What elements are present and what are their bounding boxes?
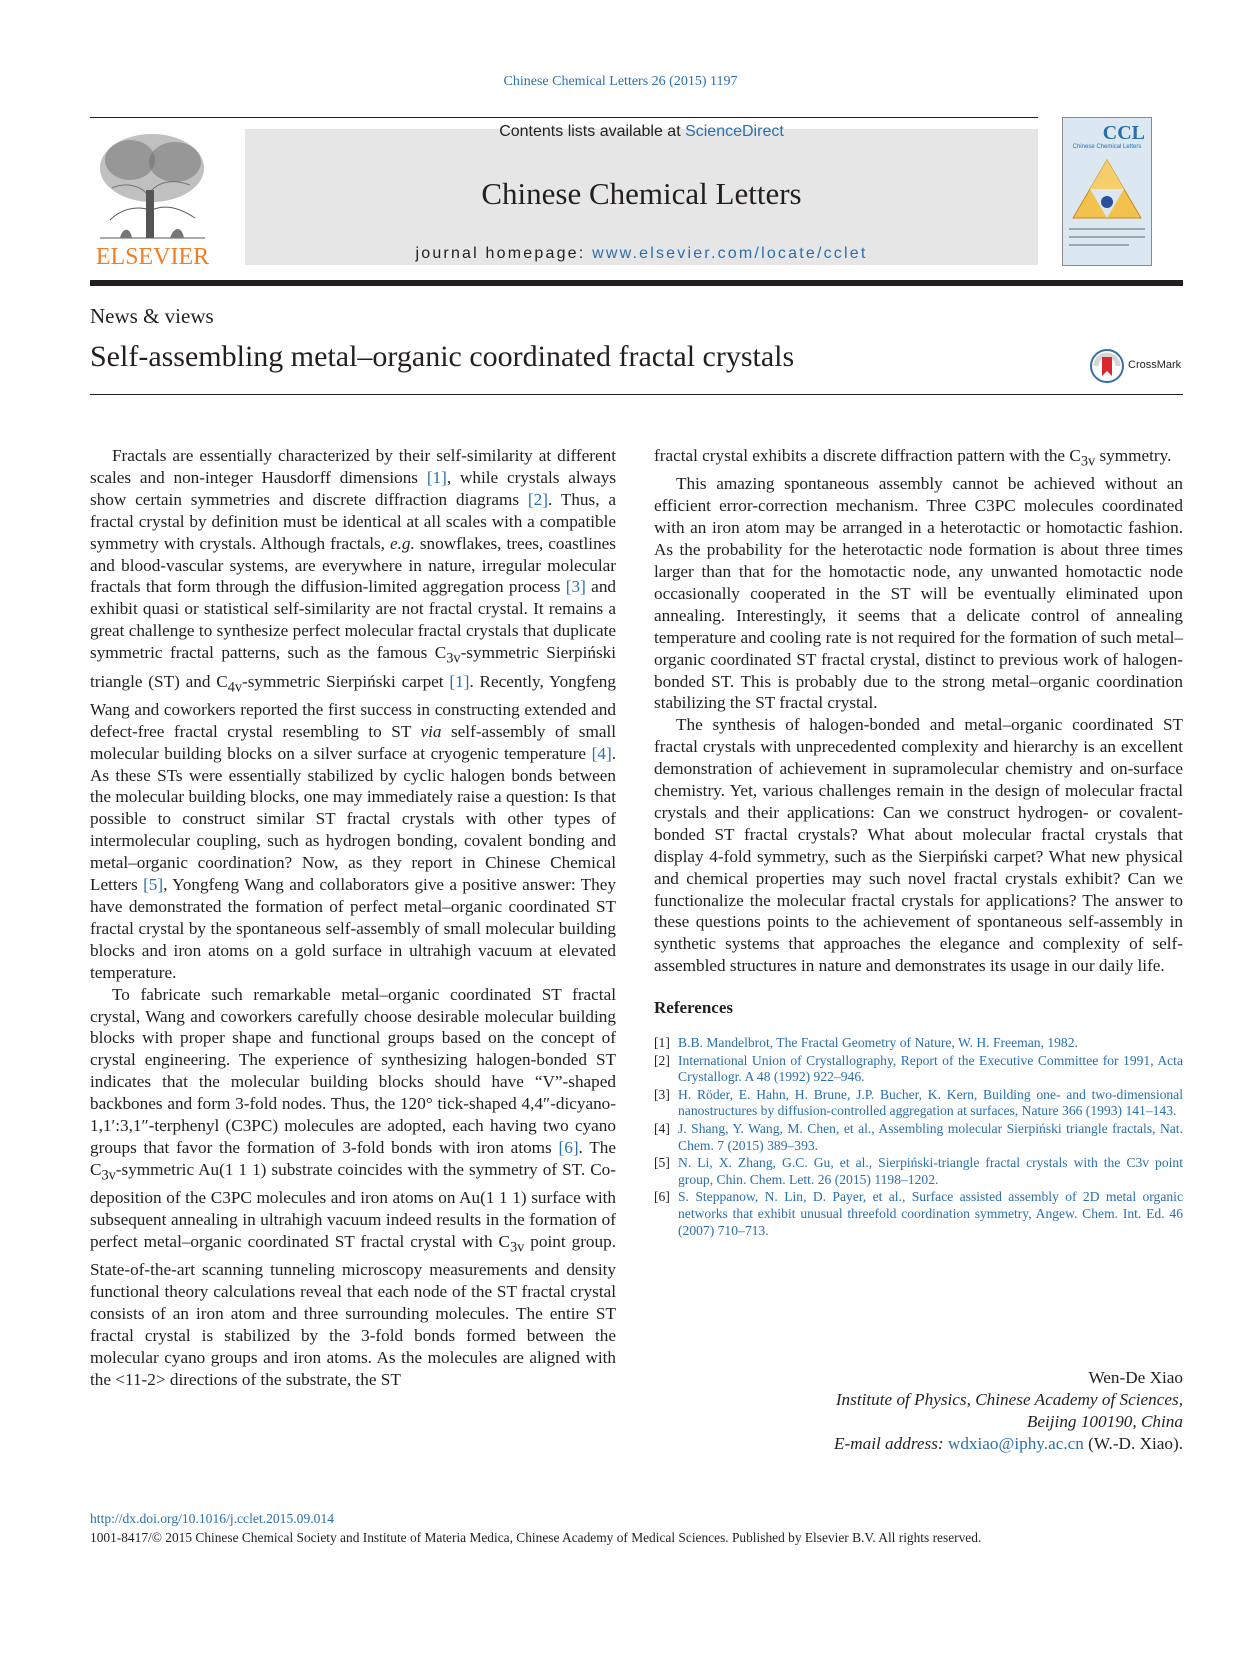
sciencedirect-link[interactable]: ScienceDirect bbox=[685, 123, 784, 140]
citation-link[interactable]: [3] bbox=[565, 577, 586, 597]
reference-item[interactable]: [2] International Union of Crystallography, Report of the Executive Committee for 1991, Acta Crystallogr. A 48 (1992) 922–946. bbox=[654, 1052, 1183, 1085]
article-title: Self-assembling metal–organic coordinated fractal crystals bbox=[90, 340, 795, 373]
copyright-notice: 1001-8417/© 2015 Chinese Chemical Society and Institute of Materia Medica, Chinese Academy of Medical Sciences. Published by Elsevier B.V. All rights reserved. bbox=[90, 1530, 982, 1545]
citation-link[interactable]: [1] bbox=[426, 467, 447, 487]
homepage-link[interactable]: www.elsevier.com/locate/cclet bbox=[592, 245, 868, 262]
title-rule bbox=[90, 394, 1183, 395]
reference-item[interactable]: [3] H. Röder, E. Hahn, H. Brune, J.P. Bucher, K. Kern, Building one- and two-dimensional nanostructures by diffusion-controlled aggregation at surfaces, Nature 366 (1993) 141–143. bbox=[654, 1086, 1183, 1119]
cover-text-line bbox=[1069, 228, 1145, 230]
cover-text-line bbox=[1069, 244, 1129, 246]
citation-link[interactable]: [6] bbox=[558, 1137, 579, 1157]
references-heading: References bbox=[654, 998, 733, 1018]
journal-banner bbox=[245, 123, 1038, 265]
author-affiliation: Institute of Physics, Chinese Academy of Sciences, bbox=[835, 1390, 1183, 1409]
body-left-column bbox=[90, 445, 616, 1391]
citation-link[interactable]: [2] bbox=[527, 489, 548, 509]
author-email-line: E-mail address: wdxiao@iphy.ac.cn (W.-D. Xiao). bbox=[833, 1434, 1183, 1453]
reference-item[interactable]: [4] J. Shang, Y. Wang, M. Chen, et al., Assembling molecular Sierpiński triangle fractals, Nat. Chem. 7 (2015) 389–393. bbox=[654, 1121, 1183, 1153]
paragraph: Fractals are essentially characterized by their self-similarity at different scales and non-integer Hausdorff dimensions [1], while crystals always show certain symmetries and discrete diffraction diagrams [2]. Thus, a fractal crystal by definition must be identical at all scales with a compatible symmetry with crystals. Although fractals, e.g. snowflakes, trees, coastlines and blood-vascular systems, are everywhere in nature, irregular molecular fractals that form through the diffusion-limited aggregation process [3] and exhibit quasi or statistical self-similarity are not fractal crystal. It remains a great challenge to synthesize perfect molecular fractal crystals that duplicate symmetric fractal patterns, such as the famous $C_{3v}$-symmetric Sierpiński triangle (ST) and $C_{4v}$-symmetric Sierpiński carpet [1]. Recently, Yongfeng Wang and coworkers reported the first success in constructing extended and defect-free fractal crystal resembling to ST via self-assembly of small molecular building blocks on a silver surface at cryogenic temperature [4]. As these STs were essentially stabilized by cyclic halogen bonds between the molecular building blocks, one may immediately raise a question: Is that possible to construct similar ST fractal crystals with other types of intermolecular coupling, such as hydrogen bonding, covalent bonding and metal–organic coordination? Now, as they report in Chinese Chemical Letters [5], Yongfeng Wang and collaborators give a positive answer: They have demonstrated the formation of perfect metal–organic coordinated ST fractal crystal by the spontaneous self-assembly of small molecular building blocks and iron atoms on a gold surface in ultrahigh vacuum at elevated temperature. bbox=[90, 446, 617, 982]
elsevier-wordmark: ELSEVIER bbox=[95, 244, 210, 270]
section-label: News & views bbox=[90, 304, 214, 328]
cover-subtitle: Chinese Chemical Letters bbox=[1072, 144, 1142, 150]
homepage-line bbox=[245, 245, 1038, 263]
cover-text-line bbox=[1069, 236, 1145, 238]
paragraph: The synthesis of halogen-bonded and metal–organic coordinated ST fractal crystals with unprecedented complexity and hierarchy is an excellent demonstration of achievement in supramolecular chemistry and on-surface chemistry. Yet, various challenges remain in the design of molecular fractal crystals and their applications: Can we construct hydrogen- or covalent-bonded ST fractal crystals? What about molecular fractal crystals that display 4-fold symmetry, such as the Sierpiński carpet? What new physical and chemical properties may such novel fractal crystals exhibit? Can we functionalize the molecular fractal crystals for applications? The answer to these questions points to the achievement of spontaneous self-assembly in synthetic systems that approaches the elegance and complexity of self-assembled structures in nature and demonstrates its usage in our daily life. bbox=[654, 715, 1183, 976]
reference-item[interactable]: [1] B.B. Mandelbrot, The Fractal Geometry of Nature, W. H. Freeman, 1982. bbox=[654, 1035, 1078, 1051]
author-name: Wen-De Xiao bbox=[1088, 1368, 1183, 1387]
contents-prefix: Contents lists available at bbox=[499, 123, 686, 140]
citation-link[interactable]: [1] bbox=[449, 671, 470, 691]
paragraph: fractal crystal exhibits a discrete diffraction pattern with the $C_{3v}$ symmetry. bbox=[654, 446, 1172, 470]
paragraph: This amazing spontaneous assembly cannot be achieved without an efficient error-correction mechanism. Three C3PC molecules coordinated with an iron atom may be arranged in a heterotactic or homotactic fashion. As the probability for the heterotactic node formation is about three times larger than that for the homotactic node, any unwanted homotactic node occasionally cooperated in the ST will be eventually eliminated upon annealing. Interestingly, it seems that a delicate control of annealing temperature and cooling rate is not required for the formation of such metal–organic coordinated ST fractal crystal, distinct to previous work of halogen-bonded ST. This is probably due to the strong metal–organic coordination stabilizing the ST fractal crystal. bbox=[654, 474, 1183, 713]
header-rule bbox=[90, 117, 1038, 118]
reference-item[interactable]: [6] S. Steppanow, N. Lin, D. Payer, et al., Surface assisted assembly of 2D metal organic networks that exhibit unusual threefold coordination symmetry, Angew. Chem. Int. Ed. 46 (2007) 710–713. bbox=[654, 1189, 1183, 1238]
paragraph: To fabricate such remarkable metal–organic coordinated ST fractal crystal, Wang and coworkers carefully choose desirable molecular building blocks with proper shape and functional groups based on the concept of crystal engineering. The experience of synthesizing halogen-bonded ST indicates that the molecular building blocks should have “V”-shaped backbones and form 3-fold nodes. Thus, the 120° tick-shaped 4,4″-dicyano-1,1′:3,1″-terphenyl (C3PC) molecules are adopted, each having two cyano groups that favor the formation of 3-fold bonds with iron atoms [6]. The $C_{3v}$-symmetric Au(1 1 1) substrate coincides with the symmetry of ST. Co-deposition of the C3PC molecules and iron atoms on Au(1 1 1) surface with subsequent annealing in ultrahigh vacuum indeed results in the formation of perfect metal–organic coordinated ST fractal crystal with $C_{3v}$ point group. State-of-the-art scanning tunneling microscopy measurements and density functional theory calculations reveal that each node of the ST fractal crystal consists of an iron atom and three surrounding molecules. The entire ST fractal crystal is stabilized by the 3-fold bonds formed between the molecular cyano groups and iron atoms. As the molecules are aligned with the <11-2> directions of the substrate, the ST bbox=[90, 984, 617, 1389]
contents-line bbox=[245, 123, 1038, 141]
homepage-prefix: journal homepage: bbox=[415, 245, 593, 262]
author-email-link[interactable]: wdxiao@iphy.ac.cn bbox=[947, 1434, 1084, 1453]
citation-link[interactable]: [5] bbox=[143, 875, 164, 895]
citation-link[interactable]: [4] bbox=[591, 743, 612, 763]
crossmark-label: CrossMark bbox=[1128, 359, 1182, 371]
reference-list bbox=[654, 1035, 1183, 1239]
cover-sierpinski-graphic bbox=[1071, 158, 1143, 222]
cover-badge: CCL bbox=[1102, 122, 1145, 144]
author-city: Beijing 100190, China bbox=[1026, 1412, 1183, 1431]
crossmark-badge[interactable] bbox=[1090, 349, 1190, 383]
author-signature bbox=[700, 1367, 1183, 1455]
journal-title: Chinese Chemical Letters bbox=[481, 176, 802, 211]
journal-reference[interactable]: Chinese Chemical Letters 26 (2015) 1197 bbox=[503, 74, 738, 89]
journal-cover-thumbnail bbox=[1062, 117, 1152, 266]
reference-item[interactable]: [5] N. Li, X. Zhang, G.C. Gu, et al., Sierpiński-triangle fractal crystals with the C3v point group, Chin. Chem. Lett. 26 (2015) 1198–1202. bbox=[654, 1155, 1183, 1187]
doi-link[interactable]: http://dx.doi.org/10.1016/j.cclet.2015.09.014 bbox=[90, 1511, 335, 1526]
header-thick-rule bbox=[90, 280, 1183, 286]
crossmark-icon bbox=[1090, 349, 1124, 383]
body-right-column bbox=[654, 445, 1183, 1240]
